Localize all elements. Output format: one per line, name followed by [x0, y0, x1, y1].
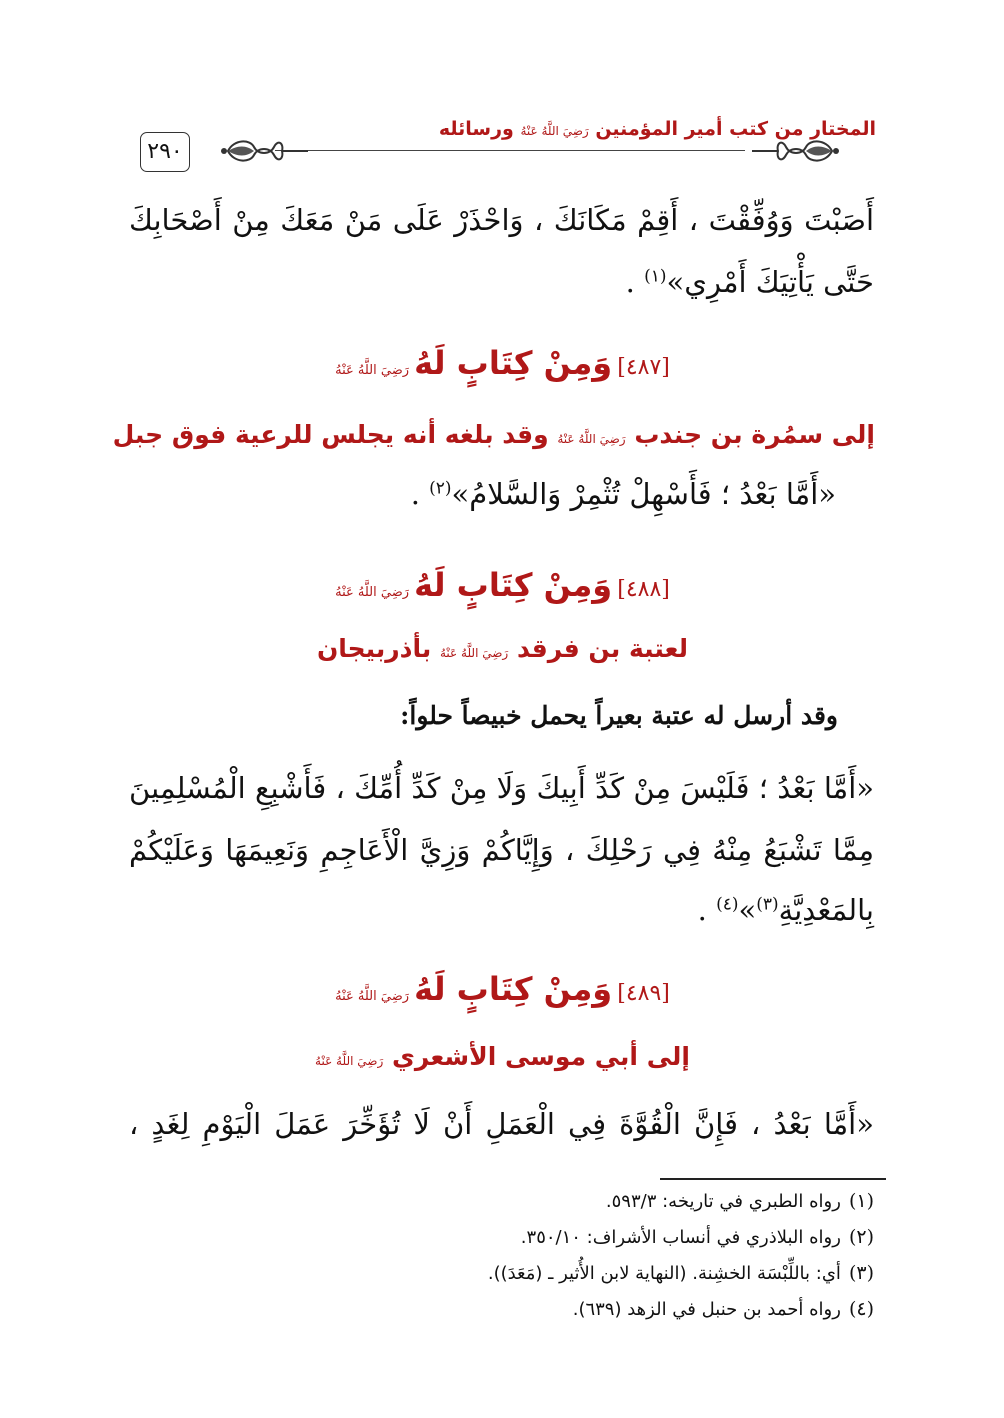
letter-text: «أَمَّا بَعْدُ ؛ فَأَسْهِلْ تُثْمِرْ وَالسَّلامُ»	[451, 477, 836, 511]
footnote-1	[129, 1190, 874, 1212]
section-title: وَمِنْ كِتَابٍ لَهُ	[414, 970, 613, 1008]
body-line-1: أَصَبْتَ وَوُفِّقْتَ ، أَقِمْ مَكَانَكَ ، وَاحْذَرْ عَلَى مَنْ مَعَكَ مِنْ أَصْحَابِكَ	[129, 203, 874, 237]
footnote-2	[129, 1226, 874, 1248]
letter-text: بِالمَعْدِيَّةِ	[778, 893, 874, 927]
section-number: [٤٨٩]	[617, 981, 670, 1006]
honorific-seal: رَضِيَ اللَّهُ عَنْهُ	[557, 432, 626, 446]
honorific-seal: رَضِيَ اللَّهُ عَنْهُ	[440, 646, 509, 660]
letter-text: «أَمَّا بَعْدُ ؛ فَلَيْسَ مِنْ كَدِّ أَبِيكَ وَلَا مِنْ كَدِّ أُمِّكَ ، فَأَشْبِعِ الْمُسْلِمِينَ	[129, 771, 874, 805]
footnote-ref-4: (٤)	[716, 894, 739, 915]
footnote-key: (٣)	[848, 1262, 874, 1284]
footnote-rule	[660, 1178, 886, 1180]
footnote-text: رواه البلاذري في أنساب الأشراف: ٣٥٠/١٠.	[520, 1227, 841, 1248]
context-text: وقد أرسل له عتبة بعيراً يحمل خبيصاً حلواً:	[400, 701, 838, 730]
recipient-489	[130, 1042, 875, 1071]
ornament-left-icon	[220, 135, 310, 167]
footnote-ref-3: (٣)	[756, 894, 779, 915]
footnote-text: رواه أحمد بن حنبل في الزهد (٦٣٩).	[572, 1299, 841, 1320]
header-rule	[275, 150, 745, 151]
recipient-context: وقد بلغه أنه يجلس للرعية فوق جبل	[112, 420, 549, 449]
section-title: وَمِنْ كِتَابٍ لَهُ	[414, 344, 613, 382]
running-title-suffix: ورسائله	[438, 118, 514, 140]
footnote-3	[129, 1262, 874, 1284]
footnote-text: أي: باللِّبْسَة الخشِنة. (النهاية لابن الأُثير ـ (مَعَدَ)).	[487, 1263, 841, 1284]
honorific-seal: رَضِيَ اللَّهُ عَنْهُ	[335, 363, 410, 378]
footnote-ref-2: (٢)	[429, 478, 452, 499]
ornament-right-icon	[750, 135, 840, 167]
honorific-seal: رَضِيَ اللَّهُ عَنْهُ	[520, 124, 589, 138]
letter-line-488-3	[129, 892, 874, 930]
section-number: [٤٨٨]	[617, 577, 670, 602]
page-header	[140, 118, 880, 198]
section-heading-489	[140, 970, 865, 1008]
letter-line-488-2: مِمَّا تَشْبَعُ مِنْهُ فِي رَحْلِكَ ، وَإِيَّاكُمْ وَزِيَّ الْأَعَاجِمِ وَنَعِيمَهَا وَعَلَيْكُمْ	[129, 833, 874, 867]
body-line-2	[129, 264, 874, 302]
letter-text-487	[129, 476, 874, 514]
section-heading-487	[140, 344, 865, 382]
letter-line-488-1	[129, 770, 874, 808]
period: .	[625, 265, 635, 299]
footnote-text: رواه الطبري في تاريخه: ٥٩٣/٣.	[605, 1191, 841, 1212]
honorific-seal: رَضِيَ اللَّهُ عَنْهُ	[335, 989, 410, 1004]
footnote-ref-1: (١)	[644, 266, 667, 287]
period: .	[410, 477, 420, 511]
recipient-488	[130, 634, 875, 663]
section-title: وَمِنْ كِتَابٍ لَهُ	[414, 566, 613, 604]
running-title-text: المختار من كتب أمير المؤمنين	[595, 118, 876, 140]
honorific-seal: رَضِيَ اللَّهُ عَنْهُ	[315, 1054, 384, 1068]
body-line-2-text: حَتَّى يَأْتِيَكَ أَمْرِي»	[666, 265, 874, 299]
section-number: [٤٨٧]	[617, 355, 670, 380]
recipient-name: لعتبة بن فرقد	[516, 634, 689, 663]
recipient-context: بأذربيجان	[316, 634, 432, 663]
honorific-seal: رَضِيَ اللَّهُ عَنْهُ	[335, 585, 410, 600]
footnote-4	[129, 1298, 874, 1320]
recipient-name: إلى أبي موسى الأشعري	[391, 1042, 690, 1071]
letter-line-489-1: «أَمَّا بَعْدُ ، فَإِنَّ الْقُوَّةَ فِي الْعَمَلِ أَنْ لَا تُؤَخِّرَ عَمَلَ الْيَوْمِ لِغَدٍ ،	[129, 1107, 874, 1141]
page-number: ٢٩٠	[140, 132, 190, 172]
context-line-488	[129, 700, 874, 733]
footnote-key: (٤)	[848, 1298, 874, 1320]
recipient-487	[112, 420, 875, 449]
period: .	[697, 893, 707, 927]
closing-quote: »	[738, 893, 757, 927]
footnote-key: (١)	[848, 1190, 874, 1212]
recipient-name: إلى سمُرة بن جندب	[634, 420, 875, 449]
footnote-key: (٢)	[848, 1226, 874, 1248]
section-heading-488	[140, 566, 865, 604]
